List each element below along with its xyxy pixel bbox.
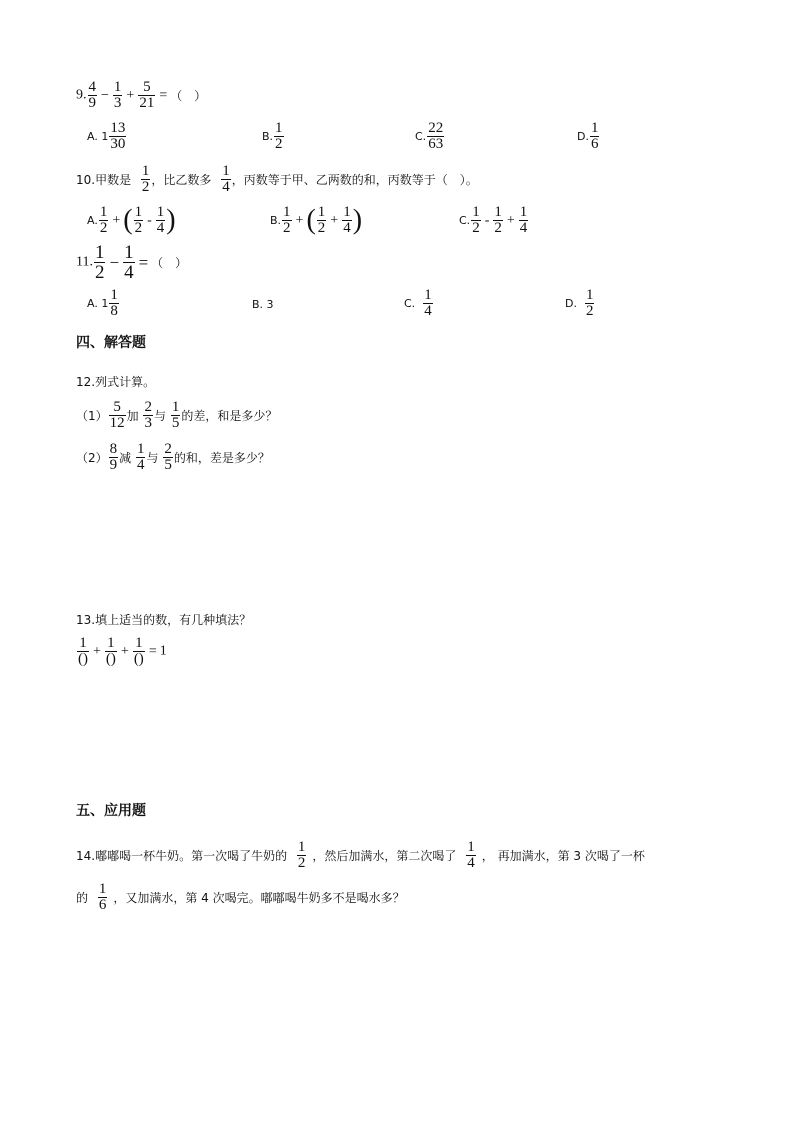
fraction: $\frac{1}{2}$ — [297, 839, 306, 871]
fraction: $\frac{1}{2}$ — [134, 204, 143, 236]
fraction: $\frac{1}{4}$ — [519, 204, 528, 236]
fraction: $\frac{5}{12}$ — [109, 399, 125, 431]
fraction: $\frac{1}{2}$ — [94, 242, 105, 283]
fraction: $\frac{1}{6}$ — [590, 120, 599, 152]
fraction: $\frac{1}{4}$ — [424, 287, 432, 319]
fraction-blank[interactable]: 1 () — [105, 635, 116, 667]
q12-part-2: （2） $\frac{8}{9}$ 减 $\frac{1}{4}$ 与 $\frac{2}{5}$ 的和，差是多少？ — [76, 441, 270, 473]
fraction: $\frac{1}{4}$ — [222, 163, 230, 195]
fraction: $\frac{1}{2}$ — [472, 204, 480, 236]
fraction: $\frac{1}{4}$ — [467, 839, 475, 871]
q9-stem: 9. $\frac{4}{9}$ − $\frac{1}{3}$ + $\frac{5}{21}$ = （ ） — [76, 79, 207, 111]
fraction: $\frac{1}{2}$ — [99, 204, 108, 236]
fraction: $\frac{1}{2}$ — [283, 204, 291, 236]
q11-option-a[interactable]: A. 1 $\frac{1}{8}$ — [87, 287, 118, 319]
fraction: $\frac{8}{9}$ — [109, 441, 118, 473]
fraction: $\frac{1}{2}$ — [141, 163, 150, 195]
fraction-blank[interactable]: 1 () — [133, 635, 144, 667]
q9-option-b[interactable]: B. $\frac{1}{2}$ — [262, 120, 283, 152]
q11-option-d[interactable]: D. $\frac{1}{2}$ — [565, 287, 594, 319]
q12-title: 12.列式计算。 — [76, 375, 156, 389]
section-heading-5: 五、应用题 — [76, 803, 146, 819]
q9-number: 9. — [76, 87, 87, 103]
fraction-blank[interactable]: 1 () — [78, 635, 88, 667]
fraction: $\frac{1}{2}$ — [585, 287, 594, 319]
q9-option-d[interactable]: D. $\frac{1}{6}$ — [577, 120, 599, 152]
fraction: $\frac{22}{63}$ — [428, 120, 444, 152]
fraction: $\frac{1}{2}$ — [494, 204, 502, 236]
fraction: $\frac{1}{4}$ — [156, 204, 165, 236]
fraction: $\frac{2}{5}$ — [164, 441, 172, 473]
q11-stem: 11. $\frac{1}{2}$ − $\frac{1}{4}$ = （ ） — [76, 242, 188, 283]
fraction: $\frac{5}{21}$ — [139, 79, 155, 111]
q9-option-a[interactable]: A. 1 $\frac{13}{30}$ — [87, 120, 126, 152]
q10-option-b[interactable]: B. $\frac{1}{2}$ + ( $\frac{1}{2}$ + $\frac{1}{4}$ ) — [270, 204, 363, 236]
q14-line-1: 14.嘟嘟喝一杯牛奶。第一次喝了牛奶的 $\frac{1}{2}$ ，然后加满水，第二次喝了 $\frac{1}{4}$ ， 再加满水，第 3 次喝了一杯 — [76, 839, 645, 871]
q11-option-c[interactable]: C. $\frac{1}{4}$ — [404, 287, 432, 319]
q9-option-c[interactable]: C. $\frac{22}{63}$ — [415, 120, 444, 152]
fraction: $\frac{1}{4}$ — [136, 441, 145, 473]
q11-option-b[interactable]: B. 3 — [252, 298, 274, 311]
q10-option-c[interactable]: C. $\frac{1}{2}$ - $\frac{1}{2}$ + $\frac{1}{4}$ — [459, 204, 528, 236]
q13-title: 13.填上适当的数，有几种填法？ — [76, 613, 252, 627]
q13-equation: 1 () + 1 () + 1 () = 1 — [78, 635, 167, 667]
fraction: $\frac{1}{2}$ — [275, 120, 283, 152]
fraction: $\frac{1}{3}$ — [113, 79, 122, 111]
q10-stem: 10.甲数是 $\frac{1}{2}$ ，比乙数多 $\frac{1}{4}$ ，丙数等于甲、乙两数的和，丙数等于（ ）。 — [76, 163, 478, 195]
q14-line-2: 的 $\frac{1}{6}$ ，又加满水，第 4 次喝完。嘟嘟喝牛奶多不是喝水多？ — [76, 881, 405, 913]
fraction: $\frac{1}{6}$ — [98, 881, 107, 913]
fraction: $\frac{1}{4}$ — [124, 242, 134, 283]
q10-option-a[interactable]: A. $\frac{1}{2}$ + ( $\frac{1}{2}$ - $\frac{1}{4}$ ) — [87, 204, 176, 236]
fraction: $\frac{13}{30}$ — [110, 120, 126, 152]
fraction: $\frac{2}{3}$ — [144, 399, 152, 431]
fraction: $\frac{4}{9}$ — [88, 79, 96, 111]
fraction: $\frac{1}{2}$ — [317, 204, 326, 236]
fraction: $\frac{1}{4}$ — [343, 204, 351, 236]
fraction: $\frac{1}{8}$ — [110, 287, 118, 319]
section-heading-4: 四、解答题 — [76, 335, 146, 351]
fraction: $\frac{1}{5}$ — [171, 399, 180, 431]
q12-part-1: （1） $\frac{5}{12}$ 加 $\frac{2}{3}$ 与 $\frac{1}{5}$ 的差，和是多少？ — [76, 399, 278, 431]
